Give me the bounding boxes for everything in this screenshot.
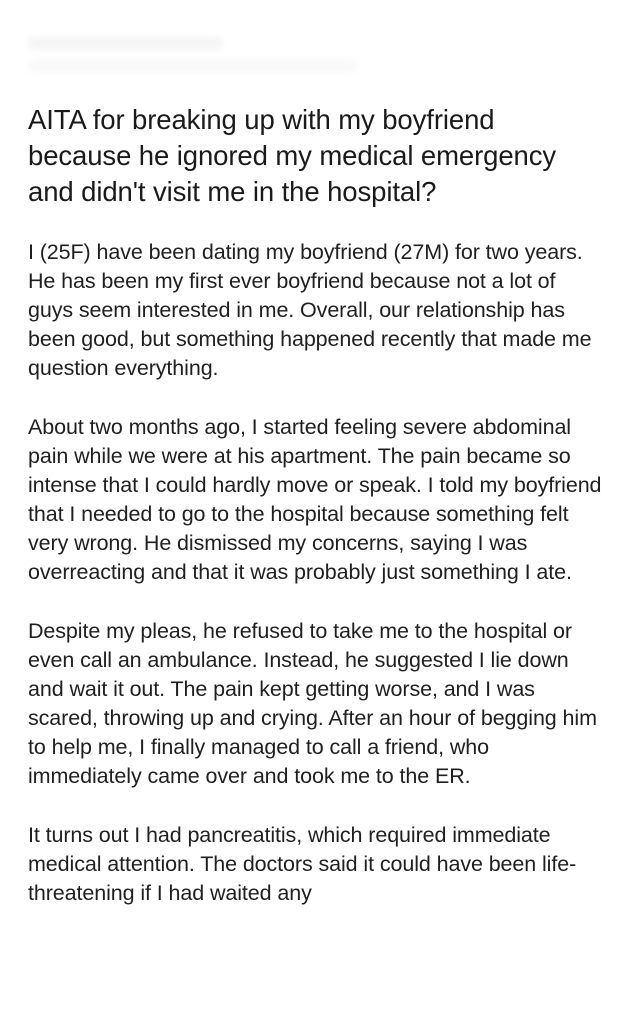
blurred-username [28, 36, 223, 50]
post-paragraph-4: It turns out I had pancreatitis, which required immediate medical attention. The doctors said it could have been life-threatening if I had waited any [28, 823, 577, 905]
post-title: AITA for breaking up with my boyfriend because he ignored my medical emergency and didn't visit me in the hospital? [28, 104, 557, 207]
post-paragraph-3: Despite my pleas, he refused to take me to the hospital or even call an ambulance. Instead, he suggested I lie down and wait it out. The pain kept getting worse, and I was scared, throwing up and crying. After an hour of begging him to help me, I finally managed to call a friend, who immediately came over and took me to the ER. [28, 619, 597, 788]
post-paragraph-1: I (25F) have been dating my boyfriend (27M) for two years. He has been my first ever boyfriend because not a lot of guys seem interested in me. Overall, our relationship has been good, but something happened recently that made me question everything. [28, 240, 592, 380]
blurred-metadata [28, 60, 358, 72]
post-paragraph-2: About two months ago, I started feeling severe abdominal pain while we were at his apartment. The pain became so intense that I could hardly move or speak. I told my boyfriend that I needed to go to the hospital because something felt very wrong. He dismissed my concerns, saying I was overreacting and that it was probably just something I ate. [28, 415, 602, 584]
post-content [28, 102, 603, 938]
blurred-header [0, 0, 622, 100]
